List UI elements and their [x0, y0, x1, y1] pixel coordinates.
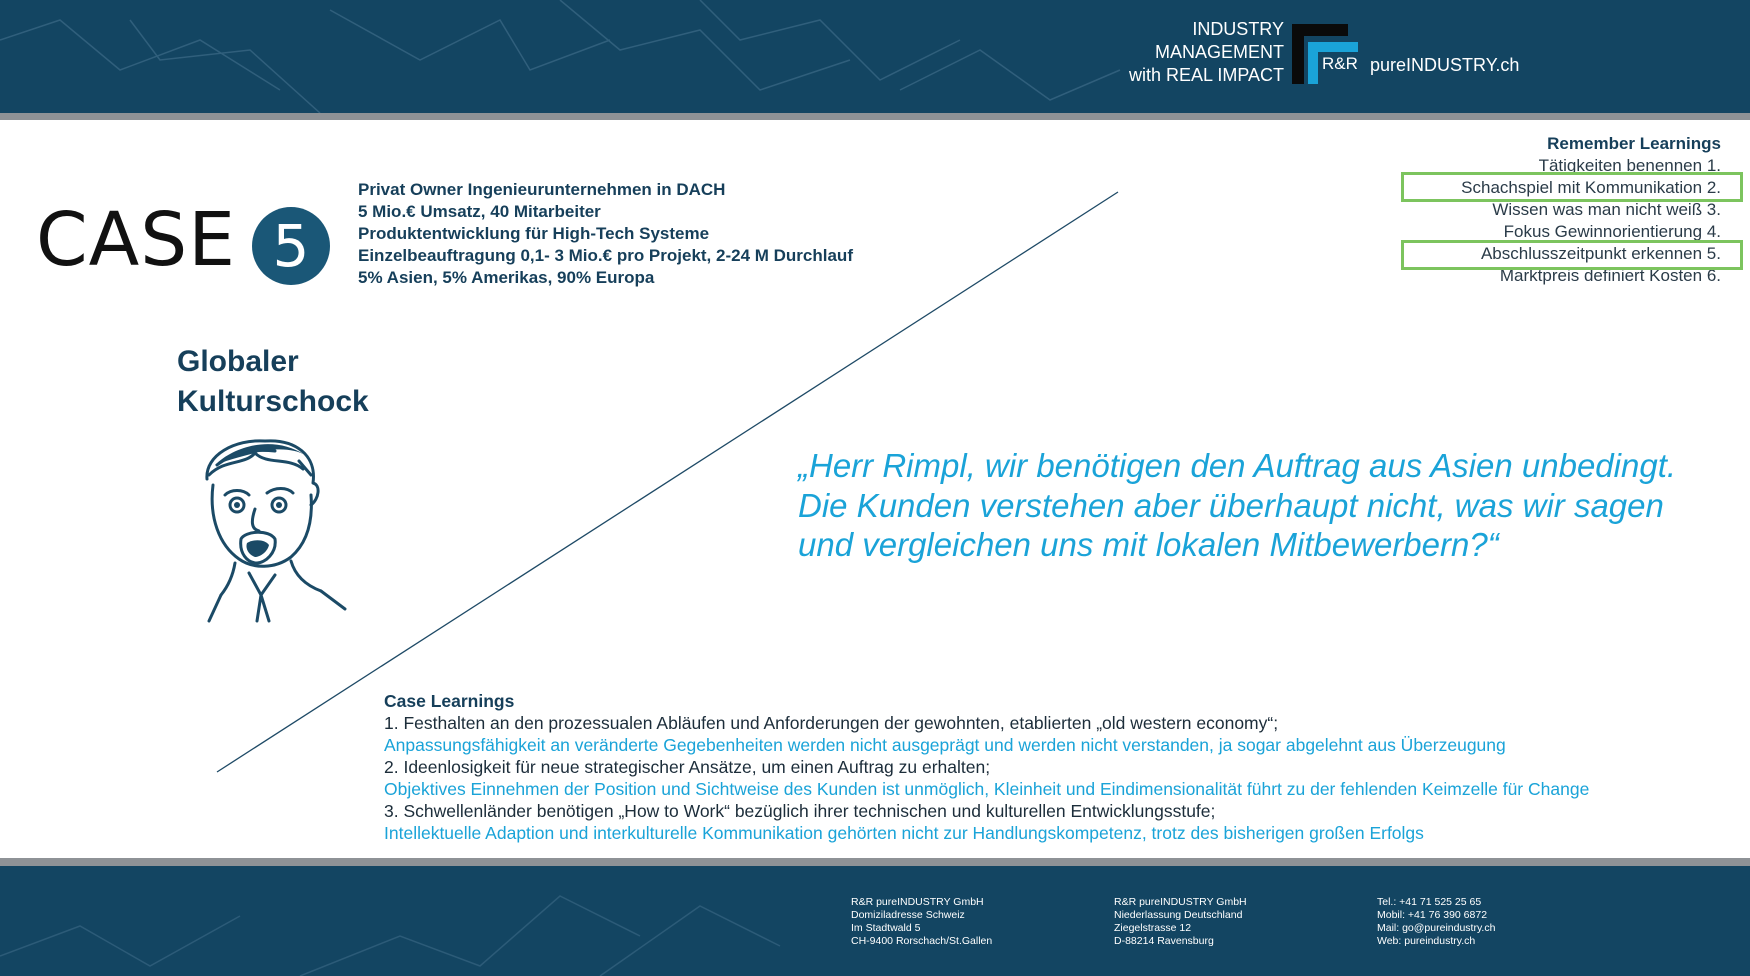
- remember-item: Schachspiel mit Kommunikation 2.: [1461, 178, 1721, 197]
- footer-line: R&R pureINDUSTRY GmbH: [1114, 896, 1247, 908]
- tagline-line-1: INDUSTRY: [1192, 19, 1284, 39]
- remember-item: Wissen was man nicht weiß 3.: [1492, 200, 1721, 219]
- remember-learnings-title: Remember Learnings: [1547, 134, 1721, 153]
- case-title-line-1: Globaler: [177, 345, 299, 378]
- footer-line: R&R pureINDUSTRY GmbH: [851, 896, 984, 908]
- case-learnings: [384, 690, 1589, 844]
- footer-line: D-88214 Ravensburg: [1114, 935, 1214, 947]
- learning-insight: Objektives Einnehmen der Position und Sichtweise des Kunden ist unmöglich, Kleinheit und Eindimensionalität führt zu der fehlenden Keimzelle für Change: [384, 779, 1590, 799]
- shocked-man-illustration-icon: [195, 435, 355, 625]
- remember-item: Marktpreis definiert Kosten 6.: [1499, 266, 1721, 285]
- case-learnings-title: Case Learnings: [384, 691, 515, 711]
- fact-line: Einzelbeauftragung 0,1- 3 Mio.€ pro Projekt, 2-24 M Durchlauf: [358, 246, 853, 265]
- learning-insight: Anpassungsfähigkeit an veränderte Gegebenheiten werden nicht ausgeprägt und werden nicht verstanden, ja sogar abgelehnt aus Überzeugung: [384, 735, 1506, 755]
- case-title-line-2: Kulturschock: [177, 385, 369, 418]
- fact-line: 5 Mio.€ Umsatz, 40 Mitarbeiter: [358, 202, 601, 221]
- case-title: [177, 342, 369, 422]
- footer-divider: [0, 858, 1750, 866]
- remember-item: Tätigkeiten benennen 1.: [1538, 156, 1721, 175]
- highlight-box-item-5: [1401, 240, 1743, 270]
- footer-email-link[interactable]: Mail: go@pureindustry.ch: [1377, 922, 1496, 934]
- company-facts: [358, 179, 853, 289]
- footer-line: CH-9400 Rorschach/St.Gallen: [851, 935, 993, 947]
- remember-item: Abschlusszeitpunkt erkennen 5.: [1480, 244, 1721, 263]
- fact-line: Privat Owner Ingenieurunternehmen in DACH: [358, 180, 726, 199]
- learning-point: 3. Schwellenländer benötigen „How to Work“ bezüglich ihrer technischen und kulturellen Entwicklungsstufe;: [384, 801, 1216, 821]
- tagline-line-3: with REAL IMPACT: [1128, 65, 1284, 85]
- footer-address-switzerland: [851, 896, 992, 948]
- tagline-line-2: MANAGEMENT: [1154, 42, 1284, 62]
- learning-point: 1. Festhalten an den prozessualen Abläufen und Anforderungen der gewohnten, etablierten „old western economy“;: [384, 713, 1279, 733]
- footer-contact: [1377, 896, 1495, 948]
- footer-line: Niederlassung Deutschland: [1114, 909, 1243, 921]
- fact-line: 5% Asien, 5% Amerikas, 90% Europa: [358, 268, 655, 287]
- footer-line: Im Stadtwald 5: [851, 922, 921, 934]
- footer-web-link[interactable]: Web: pureindustry.ch: [1377, 935, 1476, 947]
- remember-item: Fokus Gewinnorientierung 4.: [1503, 222, 1721, 241]
- footer-mobile: Mobil: +41 76 390 6872: [1377, 909, 1488, 921]
- highlight-box-item-2: [1401, 172, 1743, 202]
- footer-address-germany: [1114, 896, 1247, 948]
- case-number-badge: 5: [252, 207, 330, 285]
- brand-link[interactable]: pureINDUSTRY.ch: [1370, 55, 1520, 75]
- case-label: CASE: [36, 197, 237, 283]
- footer-phone: Tel.: +41 71 525 25 65: [1377, 896, 1482, 908]
- logo-text: R&R: [1322, 54, 1358, 73]
- fact-line: Produktentwicklung für High-Tech Systeme: [358, 224, 710, 243]
- footer-line: Domiziladresse Schweiz: [851, 909, 965, 921]
- footer-line: Ziegelstrasse 12: [1114, 922, 1192, 934]
- learning-insight: Intellektuelle Adaption und interkulturelle Kommunikation gehörten nicht zur Handlungskompetenz, trotz des bisherigen großen Erfolgs: [384, 823, 1424, 843]
- learning-point: 2. Ideenlosigkeit für neue strategischer Ansätze, um einen Auftrag zu erhalten;: [384, 757, 991, 777]
- customer-quote: „Herr Rimpl, wir benötigen den Auftrag aus Asien unbedingt. Die Kunden verstehen aber überhaupt nicht, was wir sagen und vergleichen uns mit lokalen Mitbewerbern?“: [798, 447, 1677, 563]
